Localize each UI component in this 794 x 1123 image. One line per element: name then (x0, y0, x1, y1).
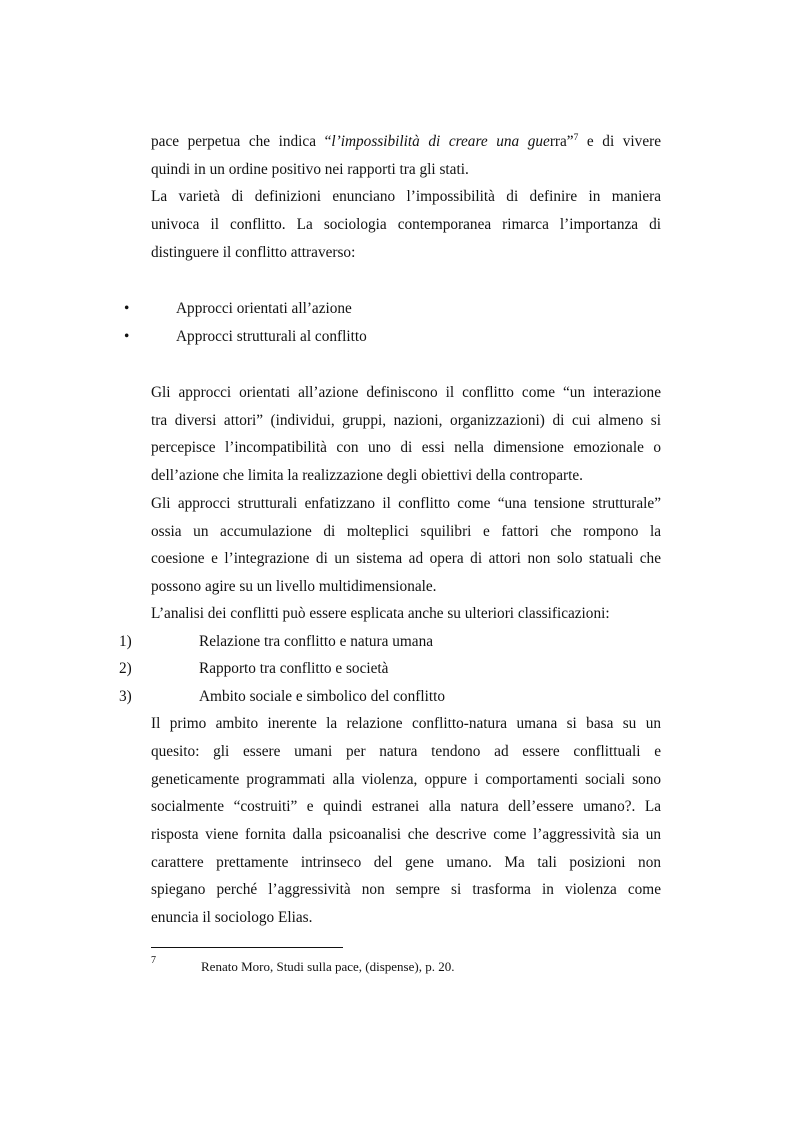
paragraph-4-line-1: Gli approcci strutturali enfatizzano il conflitto come “una tensione strutturale” (151, 495, 661, 512)
paragraph-6-line-8: enuncia il sociologo Elias. (151, 909, 313, 926)
text-run: e di vivere (578, 133, 661, 150)
text-run: pace perpetua che indica “ (151, 133, 332, 150)
paragraph-2-line-2: univoca il conflitto. La sociologia contemporanea rimarca l’importanza di (151, 216, 661, 233)
bullet-marker: • (124, 300, 130, 317)
text-run: rra” (549, 133, 574, 150)
bullet-item: Approcci strutturali al conflitto (176, 328, 367, 345)
bullet-item: Approcci orientati all’azione (176, 300, 352, 317)
paragraph-4-line-4: possono agire su un livello multidimensionale. (151, 578, 437, 595)
paragraph-6-line-2: quesito: gli essere umani per natura tendono ad essere conflittuali e (151, 743, 661, 760)
paragraph-6-line-5: risposta viene fornita dalla psicoanalisi che descrive come l’aggressività sia un (151, 826, 661, 843)
footnote-reference[interactable]: 7 (573, 133, 579, 143)
italic-quote: l’impossibilità di creare una gue (331, 133, 550, 150)
numbered-item: Ambito sociale e simbolico del conflitto (199, 688, 445, 705)
paragraph-1-line-2: quindi in un ordine positivo nei rapporti tra gli stati. (151, 161, 469, 178)
paragraph-3-line-2: tra diversi attori” (individui, gruppi, nazioni, organizzazioni) di cui almeno si (151, 412, 661, 429)
numbered-item: Rapporto tra conflitto e società (199, 660, 389, 677)
numbered-marker: 1) (119, 633, 132, 650)
footnote-number: 7 (151, 955, 156, 966)
paragraph-6-line-7: spiegano perché l’aggressività non sempre si trasforma in violenza come (151, 881, 661, 898)
numbered-item: Relazione tra conflitto e natura umana (199, 633, 434, 650)
footnote-separator (151, 947, 343, 948)
paragraph-1-line-1 (151, 132, 661, 152)
paragraph-4-line-3: coesione e l’integrazione di un sistema ad opera di attori non solo statuali che (151, 550, 661, 567)
paragraph-3-line-1: Gli approcci orientati all’azione definiscono il conflitto come “un interazione (151, 384, 661, 401)
paragraph-3-line-4: dell’azione che limita la realizzazione degli obiettivi della controparte. (151, 467, 583, 484)
paragraph-6-line-4: socialmente “costruiti” e quindi estranei alla natura dell’essere umano?. La (151, 798, 661, 815)
bullet-marker: • (124, 328, 130, 345)
paragraph-5-line-1: L’analisi dei conflitti può essere esplicata anche su ulteriori classificazioni: (151, 605, 610, 622)
numbered-marker: 2) (119, 660, 132, 677)
paragraph-6-line-1: Il primo ambito inerente la relazione conflitto-natura umana si basa su un (151, 715, 661, 732)
paragraph-2-line-1: La varietà di definizioni enunciano l’impossibilità di definire in maniera (151, 188, 661, 205)
paragraph-3-line-3: percepisce l’incompatibilità con uno di essi nella dimensione emozionale o (151, 439, 661, 456)
paragraph-4-line-2: ossia un accumulazione di molteplici squilibri e fattori che rompono la (151, 523, 661, 540)
paragraph-6-line-3: geneticamente programmati alla violenza, oppure i comportamenti sociali sono (151, 771, 661, 788)
paragraph-2-line-3: distinguere il conflitto attraverso: (151, 244, 356, 261)
paragraph-6-line-6: carattere prettamente intrinseco del gene umano. Ma tali posizioni non (151, 854, 661, 871)
numbered-marker: 3) (119, 688, 132, 705)
footnote-text: Renato Moro, Studi sulla pace, (dispense), p. 20. (201, 959, 455, 974)
